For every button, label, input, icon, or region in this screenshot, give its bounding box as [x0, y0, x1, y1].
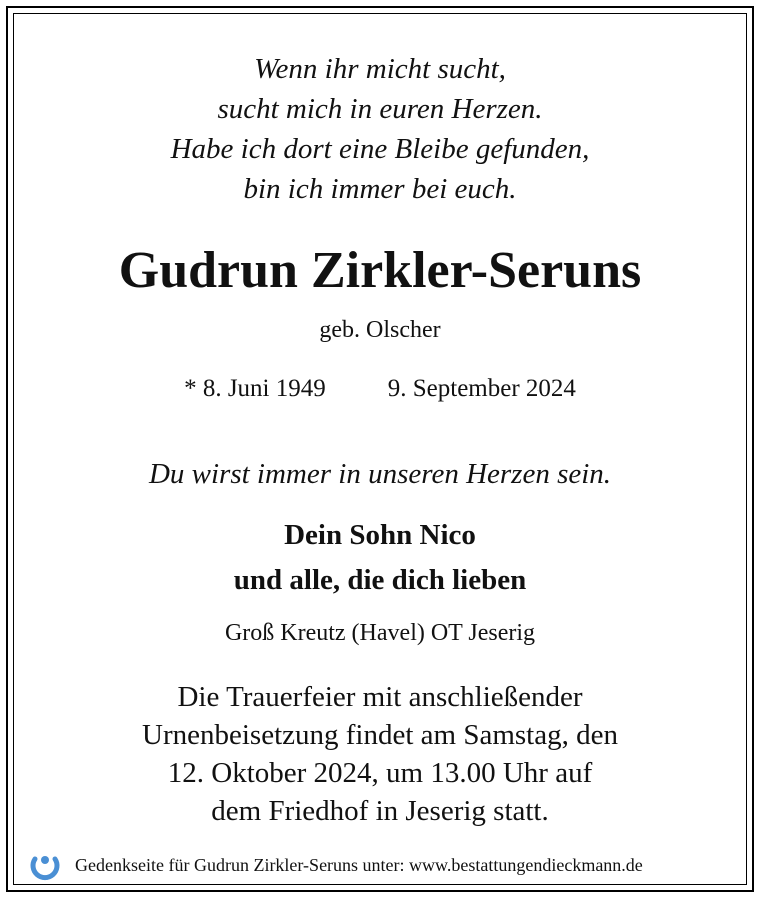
- family-line: Dein Sohn Nico: [284, 519, 476, 551]
- poem: [13, 49, 747, 209]
- poem-line: sucht mich in euren Herzen.: [217, 93, 543, 125]
- poem-line: bin ich immer bei euch.: [243, 173, 517, 205]
- life-dates: [13, 373, 747, 405]
- maiden-name: geb. Olscher: [319, 317, 441, 343]
- memorial-footer: [13, 845, 747, 885]
- memorial-logo-icon: [29, 849, 61, 881]
- family-signature: [13, 513, 747, 603]
- funeral-announcement: [13, 678, 747, 830]
- poem-line: Wenn ihr micht sucht,: [254, 53, 506, 85]
- family-line: und alle, die dich lieben: [233, 564, 527, 596]
- birth-date: * 8. Juni 1949: [184, 375, 326, 402]
- announcement-line: dem Friedhof in Jeserig statt.: [211, 795, 549, 827]
- place-of-residence: Groß Kreutz (Havel) OT Jeserig: [224, 620, 536, 646]
- poem-line: Habe ich dort eine Bleibe gefunden,: [170, 133, 590, 165]
- motto: Du wirst immer in unseren Herzen sein.: [148, 458, 612, 490]
- memorial-link-text[interactable]: Gedenkseite für Gudrun Zirkler-Seruns unter: www.bestattungendieckmann.de: [75, 854, 643, 875]
- deceased-name: Gudrun Zirkler-Seruns: [118, 242, 642, 299]
- death-date: 9. September 2024: [387, 375, 576, 402]
- announcement-line: 12. Oktober 2024, um 13.00 Uhr auf: [167, 757, 593, 789]
- announcement-line: Die Trauerfeier mit anschließender: [177, 681, 583, 713]
- announcement-line: Urnenbeisetzung findet am Samstag, den: [142, 719, 618, 751]
